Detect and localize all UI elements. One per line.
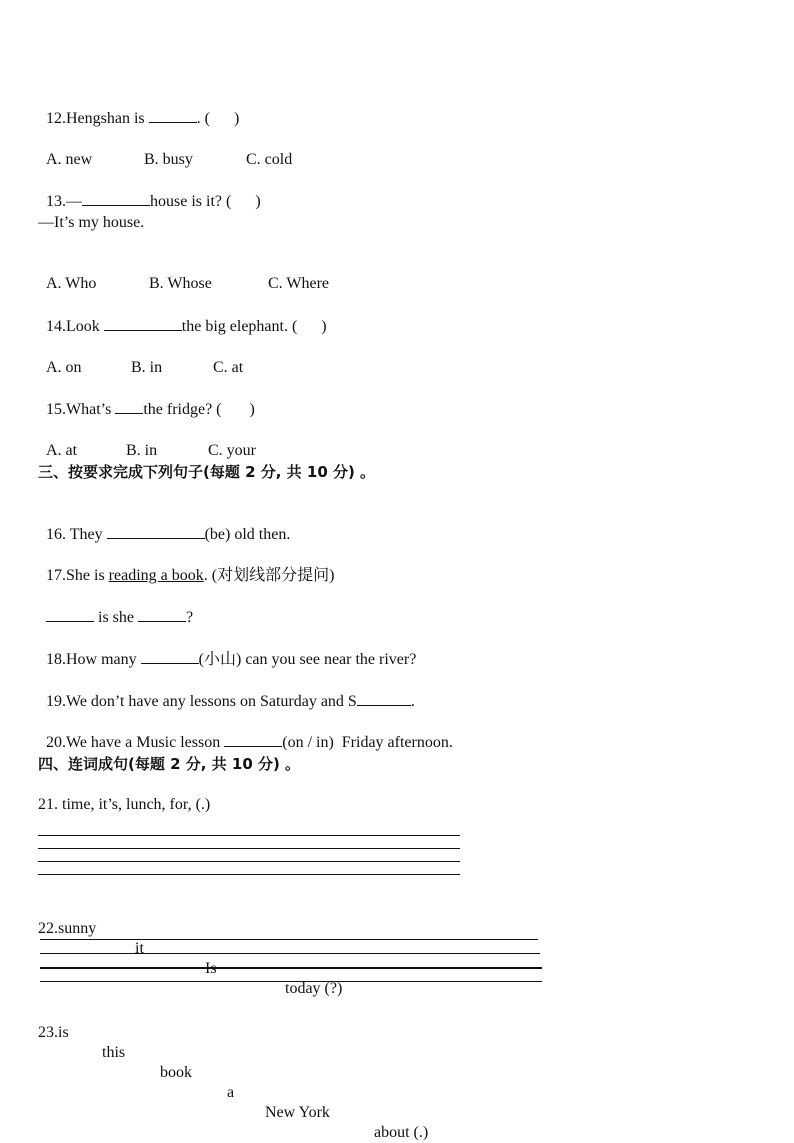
- question-12: [38, 88, 239, 129]
- question-17-answer-line: [38, 587, 193, 628]
- question-13-options: [38, 254, 329, 294]
- answer-rule[interactable]: [38, 861, 460, 862]
- word-tile: 23.is: [38, 1024, 69, 1041]
- answer-blank[interactable]: [46, 607, 94, 622]
- question-15-paren: the fridge? ( ): [143, 401, 255, 418]
- word-tile: about (.): [374, 1124, 429, 1141]
- answer-rule[interactable]: [38, 874, 460, 875]
- word-tile: today (?): [285, 980, 343, 997]
- question-16: [38, 504, 290, 545]
- section-4-heading: 四、连词成句(每题 2 分, 共 10 分) 。: [38, 755, 301, 773]
- question-19: [38, 671, 415, 712]
- word-tile: Is: [205, 960, 217, 977]
- word-tile: New York: [265, 1104, 330, 1121]
- question-13: [38, 171, 261, 212]
- question-14: [38, 296, 327, 337]
- question-15-options: [38, 421, 256, 461]
- question-17-instruction: . (对划线部分提问): [203, 567, 335, 584]
- question-13-dialogue: —It’s my house.: [38, 214, 145, 231]
- question-17-end: ?: [186, 609, 194, 626]
- answer-blank[interactable]: [357, 691, 411, 706]
- question-21: 21. time, it’s, lunch, for, (.): [38, 796, 211, 813]
- answer-blank[interactable]: [107, 524, 205, 539]
- answer-rule[interactable]: [40, 939, 538, 940]
- option-a[interactable]: A. new: [46, 151, 93, 168]
- question-18: [38, 629, 416, 670]
- word-tile: 22.sunny: [38, 920, 97, 937]
- question-14-options: [38, 338, 243, 378]
- question-12-options: [38, 130, 292, 170]
- answer-rule[interactable]: [40, 953, 540, 954]
- question-17-text: 17.She is: [46, 567, 109, 584]
- question-20: [38, 712, 453, 753]
- question-15-text: 15.What’s: [46, 401, 116, 418]
- option-c[interactable]: C. cold: [246, 151, 293, 168]
- option-a[interactable]: A. Who: [46, 275, 97, 292]
- word-tile: it: [135, 940, 144, 957]
- option-c[interactable]: C. your: [208, 442, 256, 459]
- question-19-text: 19.We don’t have any lessons on Saturday and S: [46, 693, 357, 710]
- answer-blank[interactable]: [82, 191, 150, 206]
- answer-rule[interactable]: [38, 848, 460, 849]
- question-12-paren: . ( ): [196, 110, 240, 127]
- underlined-phrase: reading a book: [108, 567, 204, 584]
- question-16-text: 16. They: [46, 526, 107, 543]
- option-b[interactable]: B. busy: [144, 151, 193, 168]
- question-18-hint: (小山) can you see near the river?: [198, 651, 417, 668]
- question-12-text: 12.Hengshan is: [46, 110, 149, 127]
- question-14-text: 14.Look: [46, 318, 104, 335]
- option-b[interactable]: B. Whose: [149, 275, 212, 292]
- option-b[interactable]: B. in: [131, 359, 163, 376]
- answer-blank[interactable]: [224, 732, 282, 747]
- option-c[interactable]: C. at: [213, 359, 244, 376]
- question-13-paren: house is it? ( ): [150, 193, 261, 210]
- question-14-paren: the big elephant. ( ): [181, 318, 327, 335]
- option-c[interactable]: C. Where: [268, 275, 330, 292]
- option-a[interactable]: A. at: [46, 442, 78, 459]
- word-tile: book: [160, 1064, 192, 1081]
- word-tile: this: [102, 1044, 126, 1061]
- answer-rule[interactable]: [40, 967, 542, 969]
- word-tile: a: [227, 1084, 235, 1101]
- option-b[interactable]: B. in: [126, 442, 158, 459]
- question-22: [38, 899, 343, 999]
- question-16-hint: (be) old then.: [204, 526, 291, 543]
- answer-blank[interactable]: [104, 316, 182, 331]
- answer-rule[interactable]: [40, 981, 542, 982]
- section-3-heading: 三、按要求完成下列句子(每题 2 分, 共 10 分) 。: [38, 463, 376, 481]
- answer-rule[interactable]: [38, 835, 460, 836]
- question-20-text: 20.We have a Music lesson: [46, 734, 225, 751]
- question-19-end: .: [410, 693, 415, 710]
- question-17: [38, 546, 334, 586]
- question-17-mid: is she: [94, 609, 138, 626]
- answer-blank[interactable]: [138, 607, 186, 622]
- question-20-hint: (on / in) Friday afternoon.: [282, 734, 453, 751]
- question-15: [38, 379, 255, 420]
- question-18-text: 18.How many: [46, 651, 141, 668]
- answer-blank[interactable]: [141, 649, 199, 664]
- question-13-text: 13.—: [46, 193, 82, 210]
- option-a[interactable]: A. on: [46, 359, 82, 376]
- answer-blank[interactable]: [149, 108, 197, 123]
- answer-blank[interactable]: [115, 399, 143, 414]
- question-23: [38, 1003, 429, 1143]
